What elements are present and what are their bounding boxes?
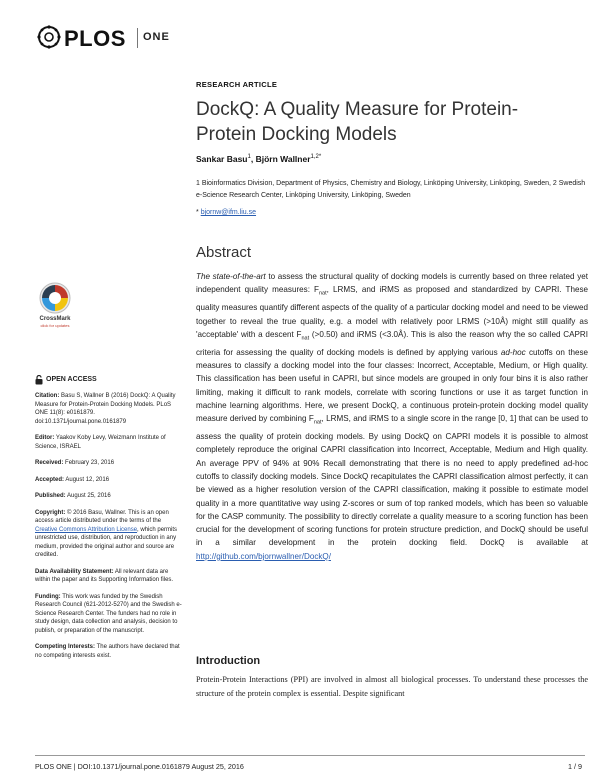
fnat-subscript: nat — [319, 290, 327, 297]
copyright-text: © 2016 Basu, Wallner. This is an open access article distributed under the terms of the — [35, 509, 169, 524]
page-number: 1 / 9 — [568, 762, 582, 771]
introduction-text: Protein-Protein Interactions (PPI) are involved in almost all biological processes. To understand these processes the structure of the protein complex is essential. Despite significant — [196, 675, 588, 698]
corresp-marker: * — [196, 209, 199, 216]
abstract-text: (>0.50) and iRMS (<3.0Å). This is also the reason why the so called CAPRI criteria for assessing the quality of docking models is defined by applying various — [196, 329, 588, 357]
abstract-text: cutoffs on these measures to classify a docking model into the four classes: Incorrect, Acceptable, Medium, or High quality. This classification has been useful in CAPRI, but since models are grouped in only four bins it is also rather limiting, making it difficult to rank models, correlate with scoring functions or use it as target function in machine learning algorithms. Here, we present DockQ, a continuous protein-protein docking model quality measure derived by combining F — [196, 347, 589, 424]
abstract-text: , LRMS, and iRMS as proposed and standardized by CAPRI. These quality measures quantify different aspects of the quality of a particular docking model and need to be viewed together to reveal the true quality, e.g. a model with relatively poor LRMS (>10Å) might still qualify as 'acceptable' with a descent F — [196, 285, 588, 339]
crossmark-icon — [34, 280, 76, 316]
copyright-block — [35, 509, 185, 560]
received-date: February 23, 2016 — [63, 460, 115, 466]
published-block — [35, 492, 185, 501]
brand-name: PLOS — [64, 26, 126, 51]
citation-label: Citation: — [35, 393, 60, 399]
data-availability-label: Data Availability Statement: — [35, 568, 114, 575]
affiliations: 1 Bioinformatics Division, Department of Physics, Chemistry and Biology, Linköping University, Linköping, Sweden, 2 Swedish e-Science Research Center, Linköping University, Linköping, Sweden — [196, 180, 586, 199]
copyright-text: , which permits unrestricted use, distribution, and reproduction in any medium, provided the original author and source are credited. — [35, 526, 178, 558]
cc-license-link[interactable]: Creative Commons Attribution License — [35, 526, 138, 533]
open-lock-icon — [35, 375, 43, 385]
abstract-heading: Abstract — [196, 244, 252, 261]
introduction-heading: Introduction — [196, 655, 261, 667]
data-availability-text: All relevant data are within the paper and its Supporting Information files. — [35, 568, 174, 583]
fnat-subscript: nat — [301, 335, 310, 342]
competing-interests-text: The authors have declared that no competing interests exist. — [35, 644, 180, 659]
data-availability-block — [35, 568, 185, 585]
open-access-badge — [35, 375, 185, 385]
abstract-italic: The state-of-the-art — [196, 272, 266, 281]
abstract-text: to assess the structural quality of docking models is currently based on three related yet independent quality measures: F — [196, 272, 588, 295]
logo-divider — [137, 28, 138, 48]
author-affil-sup: 1,2* — [310, 154, 322, 161]
correspondence — [196, 209, 256, 216]
article-type: RESEARCH ARTICLE — [196, 80, 278, 89]
competing-interests-block — [35, 643, 185, 660]
funding-text: This work was funded by the Swedish Research Council (621-2012-5270) and the Swedish e-Science Research Center. The funders had no role in study design, data collection and analysis, decision to publish, or preparation of the manuscript. — [35, 593, 182, 634]
dockq-github-link[interactable]: http://github.com/bjornwallner/DockQ/ — [196, 551, 331, 561]
author-affil-sup: 1 — [247, 154, 251, 161]
abstract-italic: ad-hoc — [500, 347, 526, 357]
article-title: DockQ: A Quality Measure for Protein-Protein Docking Models — [196, 99, 519, 145]
accepted-label: Accepted: — [35, 476, 65, 483]
competing-interests-label: Competing Interests: — [35, 644, 96, 650]
crossmark-label: CrossMark — [39, 316, 71, 322]
received-block — [35, 459, 185, 468]
citation-text: Basu S, Wallner B (2016) DockQ: A Quality Measure for Protein-Protein Docking Models. PLoS ONE 11(8): e0161879. doi:10.1371/journal.pone.0161879 — [35, 393, 176, 425]
plos-logo-icon — [37, 25, 61, 49]
article-info-sidebar — [35, 375, 185, 668]
copyright-label: Copyright: — [35, 509, 66, 516]
fnat-subscript: nat — [313, 419, 322, 426]
author-name[interactable]: Sankar Basu — [196, 154, 248, 164]
crossmark-badge[interactable] — [34, 280, 76, 321]
crossmark-sublabel[interactable]: click for updates — [40, 323, 70, 328]
accepted-date: August 12, 2016 — [64, 476, 110, 483]
author-name[interactable]: Björn Wallner — [255, 154, 311, 164]
abstract-text: , LRMS, and iRMS to a single score in the range [0, 1] that can be used to assess the quality of protein docking models. By using DockQ on CAPRI models it is possible to almost completely reproduce the original CAPRI classification into Incorrect, Acceptable, Medium and High quality. An average PPV of 94% at 90% Recall demonstrating that there is no need to apply predefined ad-hoc cutoffs to classify docking models. Since DockQ recapitulates the CAPRI classification almost perfectly, it can be viewed as a higher resolution version of the CAPRI classification, making it possible to estimate model quality in a more quantitative way using Z-scores or sum of top ranked models, which has been so valuable for the CASP community. The possibility to directly correlate a quality measure to a scoring function has been crucial for the development of scoring functions for protein structure prediction, and DockQ should be useful in a similar development in the protein docking field. DockQ is available at — [196, 414, 588, 548]
editor-label: Editor: — [35, 435, 55, 441]
author-list: Sankar Basu$^1$, Björn Wallner$^{1,2*}$ — [196, 154, 322, 164]
citation-block — [35, 392, 185, 426]
funding-block — [35, 593, 185, 636]
editor-text: Yaakov Koby Levy, Weizmann Institute of Science, ISRAEL — [35, 435, 166, 450]
accepted-block — [35, 476, 185, 485]
abstract-body — [196, 270, 588, 563]
footer-divider — [35, 755, 585, 756]
footer-citation: PLOS ONE | DOI:10.1371/journal.pone.0161879 August 25, 2016 — [35, 762, 244, 771]
journal-name: ONE — [143, 31, 170, 43]
editor-block — [35, 434, 185, 451]
corresp-email-link[interactable]: bjornw@ifm.liu.se — [200, 209, 257, 216]
funding-label: Funding: — [35, 593, 61, 600]
published-label: Published: — [35, 493, 66, 499]
open-access-label: OPEN ACCESS — [46, 375, 97, 383]
received-label: Received: — [35, 460, 64, 466]
published-date: August 25, 2016 — [65, 493, 111, 499]
